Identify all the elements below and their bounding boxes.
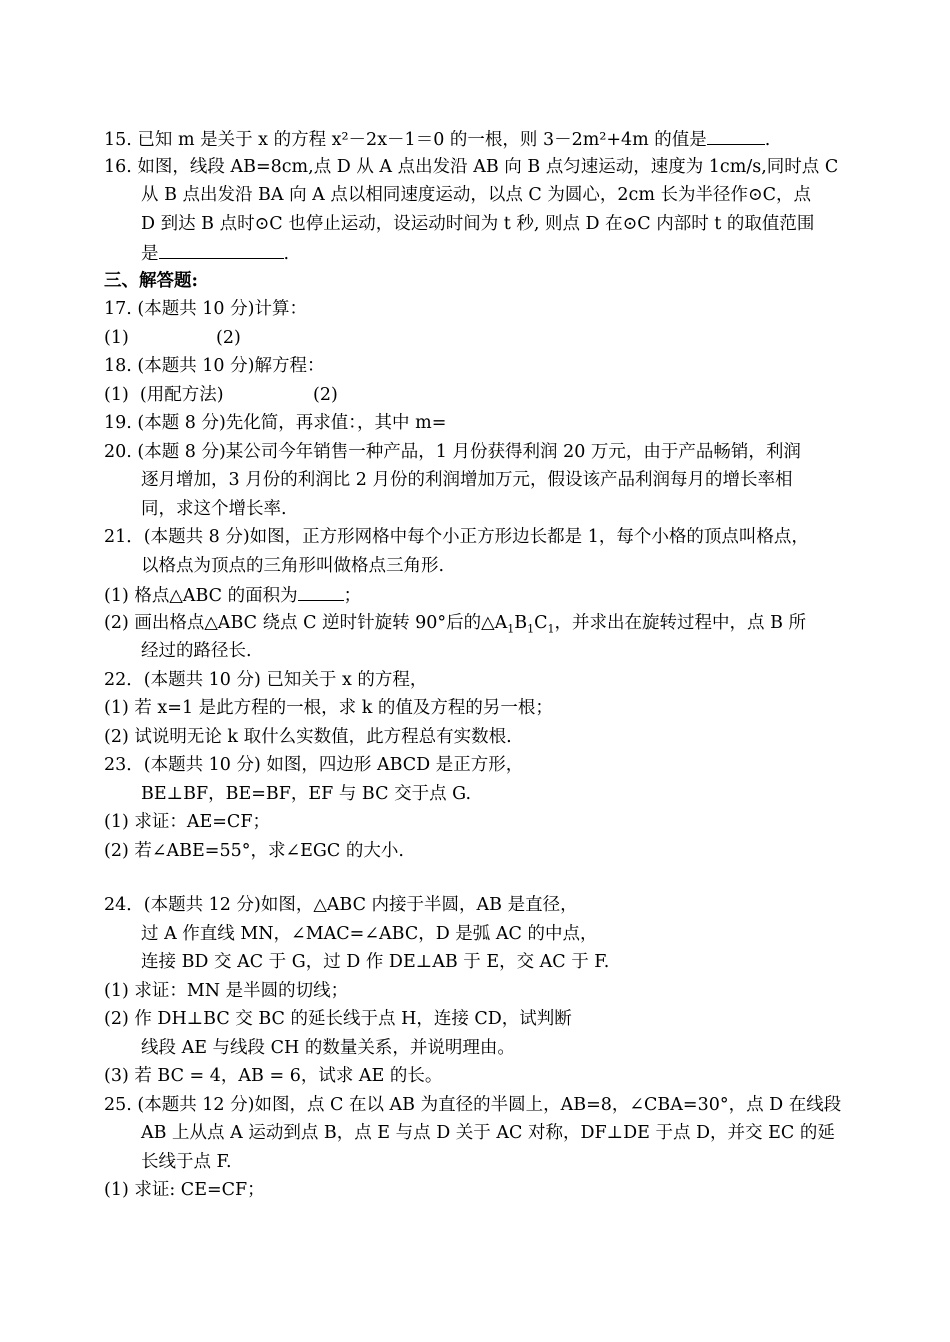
answer-blank-15[interactable] — [707, 126, 765, 145]
question-20-line-1: 20. (本题 8 分)某公司今年销售一种产品，1 月份获得利润 20 万元，由于产品畅销，利润 — [104, 442, 801, 462]
question-25-line-2: AB 上从点 A 运动到点 B，点 E 与点 D 关于 AC 对称，DF⊥DE 于点 D，并交 EC 的延 — [141, 1123, 835, 1143]
question-20-line-3: 同，求这个增长率. — [141, 499, 287, 519]
question-21-part-2-line-2: 经过的路径长. — [141, 641, 252, 661]
question-25-line-1: 25. (本题共 12 分)如图，点 C 在以 AB 为直径的半圆上，AB=8，∠CBA=30°，点 D 在线段 — [104, 1095, 842, 1115]
question-17-head: 17. (本题共 10 分)计算： — [104, 299, 307, 319]
question-23-part-1: (1) 求证：AE=CF； — [104, 812, 270, 832]
question-21-line-2: 以格点为顶点的三角形叫做格点三角形. — [141, 556, 445, 576]
question-16-line-4 — [141, 240, 289, 264]
question-18-head: 18. (本题共 10 分)解方程： — [104, 356, 325, 376]
answer-blank-21[interactable] — [298, 582, 344, 601]
question-21-line-1: 21．(本题共 8 分)如图，正方形网格中每个小正方形边长都是 1，每个小格的顶点叫格点， — [104, 527, 809, 547]
question-19: 19. (本题 8 分)先化简，再求值：，其中 m= — [104, 413, 447, 433]
question-16-end: . — [283, 244, 290, 264]
question-24-line-3: 连接 BD 交 AC 于 G，过 D 作 DE⊥AB 于 E，交 AC 于 F. — [141, 952, 610, 972]
question-15-text: 15. 已知 m 是关于 x 的方程 x²－2x－1＝0 的一根，则 3－2m²+4m 的值是 — [104, 130, 707, 150]
question-18-part-2: (2) — [313, 385, 338, 405]
question-25-line-3: 长线于点 F. — [141, 1152, 232, 1172]
question-21-part-1-text: (1) 格点△ABC 的面积为 — [104, 586, 298, 606]
question-22-head: 22．(本题共 10 分) 已知关于 x 的方程， — [104, 670, 428, 690]
question-24-part-2-line-2: 线段 AE 与线段 CH 的数量关系，并说明理由。 — [141, 1038, 515, 1058]
question-17-part-2: (2) — [216, 328, 241, 348]
question-21-part-2 — [104, 611, 806, 635]
subscript-1: 1 — [507, 622, 515, 636]
subscript-1: 1 — [527, 622, 535, 636]
question-21-part-1 — [104, 582, 361, 606]
question-15-end: . — [764, 130, 771, 150]
question-23-part-2: (2) 若∠ABE=55°，求∠EGC 的大小. — [104, 841, 404, 861]
question-21-part-2-text-a: (2) 画出格点△ABC 绕点 C 逆时针旋转 90°后的△A — [104, 613, 508, 633]
question-18-part-1: (1) (用配方法) — [104, 385, 224, 405]
question-17-part-1: (1) — [104, 328, 129, 348]
question-16-line-1: 16. 如图，线段 AB=8cm,点 D 从 A 点出发沿 AB 向 B 点匀速运动，速度为 1cm/s,同时点 C — [104, 157, 839, 177]
question-15 — [104, 126, 770, 150]
question-21-part-2-text-b: B — [514, 613, 528, 633]
answer-blank-16[interactable] — [159, 240, 284, 259]
question-21-part-2-text-c: C — [534, 613, 548, 633]
question-16-line-2: 从 B 点出发沿 BA 向 A 点以相同速度运动，以点 C 为圆心，2cm 长为半径作⊙C，点 — [141, 185, 812, 205]
question-24-head: 24．(本题共 12 分)如图，△ABC 内接于半圆，AB 是直径， — [104, 895, 578, 915]
question-25-part-1: (1) 求证: CE=CF； — [104, 1180, 265, 1200]
question-16-line-4-text: 是 — [141, 244, 159, 264]
question-22-part-1: (1) 若 x=1 是此方程的一根，求 k 的值及方程的另一根； — [104, 698, 553, 718]
section-heading: 三、解答题: — [104, 271, 198, 291]
question-24-part-2: (2) 作 DH⊥BC 交 BC 的延长线于点 H，连接 CD，试判断 — [104, 1009, 572, 1029]
subscript-1: 1 — [547, 622, 555, 636]
question-24-line-2: 过 A 作直线 MN，∠MAC=∠ABC，D 是弧 AC 的中点， — [141, 924, 598, 944]
question-24-part-1: (1) 求证：MN 是半圆的切线； — [104, 981, 349, 1001]
question-21-part-1-end: ； — [343, 586, 362, 606]
question-21-part-2-text-d: ，并求出在旋转过程中，点 B 所 — [554, 613, 807, 633]
question-20-line-2: 逐月增加，3 月份的利润比 2 月份的利润增加万元，假设该产品利润每月的增长率相 — [141, 470, 793, 490]
question-24-part-3: (3) 若 BC = 4，AB = 6，试求 AE 的长。 — [104, 1066, 443, 1086]
question-16-line-3: D 到达 B 点时⊙C 也停止运动，设运动时间为 t 秒, 则点 D 在⊙C 内部时 t 的取值范围 — [141, 214, 815, 234]
question-23-head: 23．(本题共 10 分) 如图，四边形 ABCD 是正方形， — [104, 755, 524, 775]
question-22-part-2: (2) 试说明无论 k 取什么实数值，此方程总有实数根. — [104, 727, 512, 747]
question-23-line-2: BE⊥BF，BE=BF，EF 与 BC 交于点 G. — [141, 784, 472, 804]
